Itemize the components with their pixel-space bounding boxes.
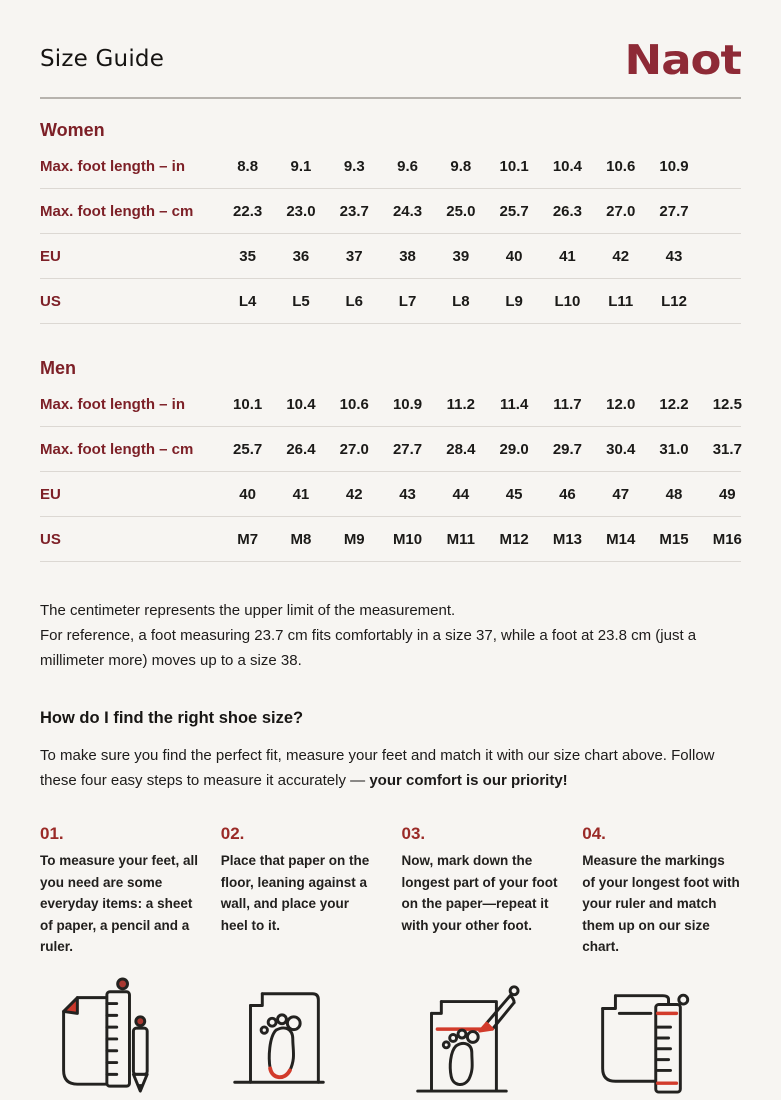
size-cell: M12: [499, 530, 529, 548]
size-cell: 48: [665, 485, 683, 503]
size-cell: L9: [505, 292, 523, 310]
row-values: [221, 396, 754, 413]
size-cell: 8.8: [237, 157, 259, 175]
size-cell: 43: [665, 247, 683, 265]
step-number: 03.: [401, 824, 426, 843]
size-cell: 10.1: [233, 395, 263, 413]
row-values: [221, 158, 701, 175]
size-cell: 28.4: [446, 440, 476, 458]
size-cell: 10.4: [552, 157, 583, 175]
size-cell: 9.1: [290, 157, 312, 175]
size-cell: 38: [399, 247, 416, 265]
row-label: EU: [40, 485, 61, 503]
row-values: [221, 293, 701, 310]
size-cell: 44: [452, 485, 470, 503]
intro-text-bold: your comfort is our priority!: [369, 772, 568, 789]
size-cell: 41: [292, 485, 310, 503]
row-label: Max. foot length – in: [40, 157, 185, 175]
size-cell: L10: [554, 292, 581, 310]
ruler-measuring-paper-icon: [582, 972, 741, 1100]
table-row: [40, 517, 741, 562]
step-3: [402, 824, 561, 958]
size-cell: 26.3: [552, 202, 583, 220]
size-cell: L11: [608, 292, 634, 310]
intro-text: To make sure you find the perfect fit, measure your feet and match it with our size chart above. Follow these four easy steps to measure it accurately —: [40, 747, 715, 789]
size-cell: L8: [452, 292, 470, 310]
size-cell: L4: [238, 292, 257, 310]
size-cell: M14: [606, 530, 636, 548]
how-to-intro: [40, 743, 730, 793]
size-cell: 25.0: [446, 202, 476, 220]
size-cell: L5: [292, 292, 310, 310]
size-cell: 45: [505, 485, 523, 503]
size-cell: 27.0: [339, 440, 369, 458]
row-values: [221, 486, 754, 503]
size-cell: 43: [399, 485, 416, 503]
size-cell: M11: [446, 530, 476, 548]
row-label: US: [40, 292, 61, 310]
row-label: Max. foot length – cm: [40, 202, 194, 220]
women-heading: Women: [40, 120, 105, 140]
step-number: 04.: [582, 824, 606, 843]
size-cell: 26.4: [286, 440, 316, 458]
size-cell: 10.6: [339, 395, 369, 413]
women-size-table: [40, 120, 741, 324]
size-cell: 10.9: [392, 395, 423, 413]
row-label: Max. foot length – cm: [40, 440, 194, 458]
size-cell: 12.2: [659, 395, 689, 413]
men-size-table: [40, 358, 741, 562]
size-cell: M10: [392, 530, 423, 548]
size-cell: L12: [661, 292, 687, 310]
row-label: US: [40, 530, 61, 548]
size-cell: M7: [237, 530, 259, 548]
naot-logo: Naot: [624, 34, 741, 84]
size-cell: 10.9: [659, 157, 689, 175]
size-cell: 39: [452, 247, 470, 265]
step-text: Place that paper on the floor, leaning against a wall, and place your heel to it.: [220, 853, 370, 933]
size-cell: M13: [552, 530, 583, 548]
size-cell: 25.7: [499, 202, 529, 220]
note-line: For reference, a foot measuring 23.7 cm fits comfortably in a size 37, while a foot at 23.8 cm (just a millimeter more) moves up to a size 38.: [40, 627, 697, 669]
row-label: EU: [40, 247, 61, 265]
step-text: Now, mark down the longest part of your foot on the paper—repeat it with your other foot.: [401, 853, 558, 933]
note-line: The centimeter represents the upper limit of the measurement.: [40, 602, 456, 619]
size-cell: 27.7: [659, 202, 689, 220]
table-row: [40, 189, 741, 234]
row-label: Max. foot length – in: [40, 395, 185, 413]
size-cell: 42: [612, 247, 630, 265]
size-cell: 10.1: [499, 157, 529, 175]
step-text: To measure your feet, all you need are some everyday items: a sheet of paper, a pencil and a ruler.: [40, 853, 199, 954]
row-values: [221, 531, 754, 548]
size-cell: 27.0: [606, 202, 636, 220]
size-cell: 31.7: [712, 440, 742, 458]
size-cell: L7: [398, 292, 417, 310]
table-row: [40, 382, 741, 427]
size-cell: 29.0: [499, 440, 529, 458]
paper-ruler-pencil-icon: [40, 972, 199, 1100]
size-cell: 24.3: [392, 202, 423, 220]
size-cell: 9.3: [343, 157, 365, 175]
size-cell: 12.5: [712, 395, 742, 413]
table-row: [40, 427, 741, 472]
size-cell: 35: [239, 247, 256, 265]
row-values: [221, 441, 754, 458]
step-4: [582, 824, 741, 958]
size-cell: 31.0: [659, 440, 689, 458]
step-text: Measure the markings of your longest foot with your ruler and match them up on our size chart.: [582, 853, 740, 954]
size-cell: 40: [239, 485, 256, 503]
step-number: 01.: [40, 824, 64, 843]
size-cell: M9: [343, 530, 365, 548]
size-cell: M16: [712, 530, 742, 548]
size-cell: L6: [345, 292, 363, 310]
size-cell: 46: [559, 485, 576, 503]
page-title: Size Guide: [40, 46, 165, 72]
size-cell: 36: [292, 247, 310, 265]
size-cell: M8: [290, 530, 312, 548]
size-cell: 37: [345, 247, 363, 265]
size-cell: 47: [612, 485, 630, 503]
how-to-heading: How do I find the right shoe size?: [40, 709, 304, 727]
size-cell: M15: [659, 530, 689, 548]
size-cell: 30.4: [606, 440, 636, 458]
table-row: [40, 472, 741, 517]
size-cell: 11.2: [446, 395, 476, 413]
size-cell: 11.7: [553, 395, 582, 413]
header: [40, 0, 741, 88]
row-values: [221, 248, 701, 265]
size-cell: 41: [559, 247, 576, 265]
row-values: [221, 203, 701, 220]
header-divider: [40, 97, 741, 99]
table-row: [40, 234, 741, 279]
size-cell: 9.8: [450, 157, 472, 175]
measuring-steps: [40, 824, 741, 958]
size-cell: 23.0: [286, 202, 316, 220]
size-cell: 23.7: [339, 202, 369, 220]
footprint-on-paper-icon: [221, 972, 380, 1100]
step-2: [221, 824, 380, 958]
pencil-marking-foot-icon: [402, 972, 561, 1100]
step-1: [40, 824, 199, 958]
step-number: 02.: [220, 824, 245, 843]
men-heading: Men: [40, 358, 76, 378]
size-cell: 10.4: [286, 395, 316, 413]
size-cell: 12.0: [606, 395, 636, 413]
size-cell: 22.3: [233, 202, 263, 220]
size-cell: 27.7: [392, 440, 423, 458]
size-cell: 49: [718, 485, 736, 503]
step-icons: [40, 972, 741, 1100]
size-cell: 9.6: [397, 157, 418, 175]
size-cell: 11.4: [499, 395, 529, 413]
measurement-note: [40, 598, 741, 673]
size-cell: 25.7: [233, 440, 263, 458]
table-row: [40, 279, 741, 324]
table-row: [40, 144, 741, 189]
size-cell: 42: [345, 485, 363, 503]
size-cell: 40: [505, 247, 523, 265]
size-cell: 10.6: [606, 157, 636, 175]
size-cell: 29.7: [552, 440, 583, 458]
